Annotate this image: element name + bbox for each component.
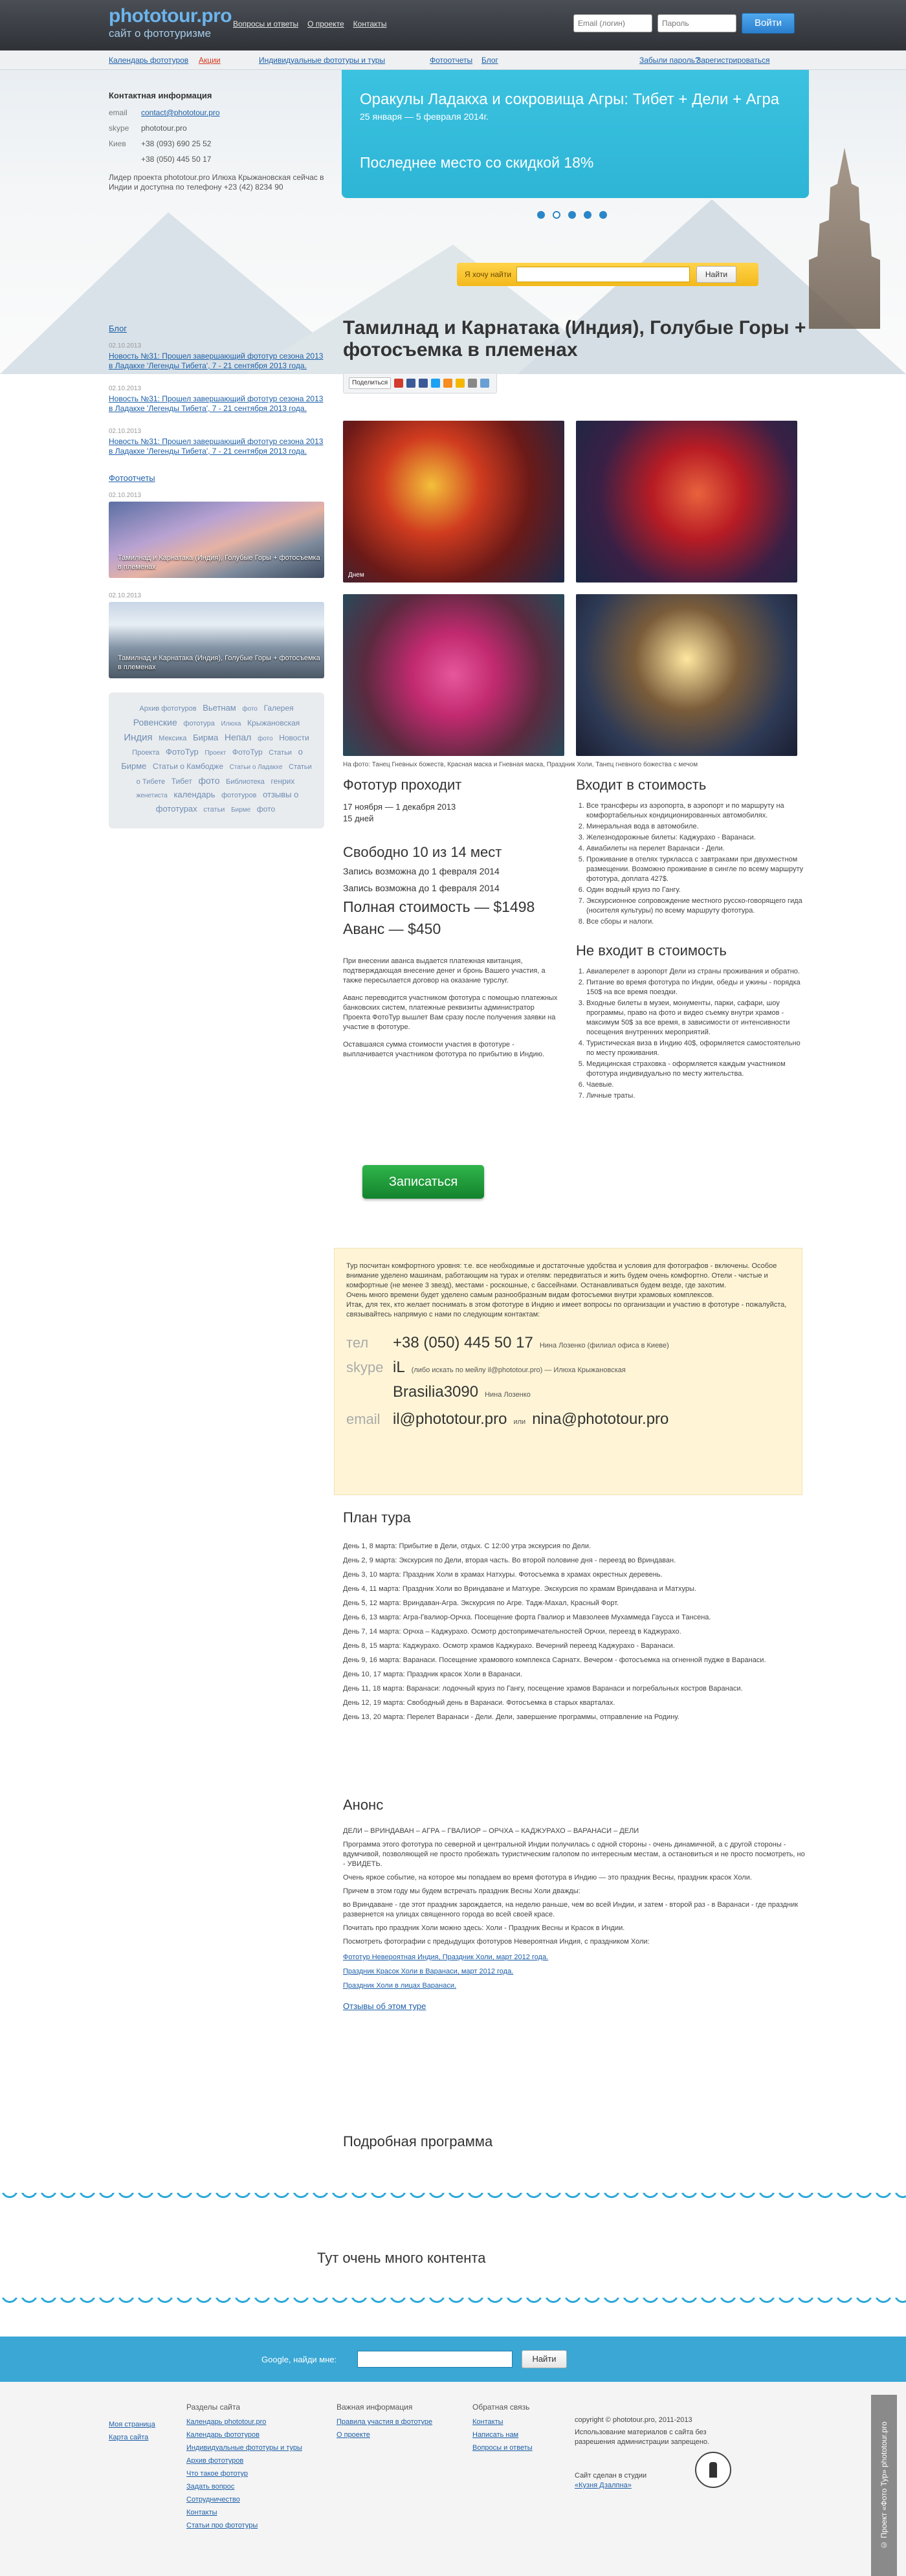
footer-search-label: Google, найди мне: (261, 2355, 337, 2364)
tour-duration: 15 дней (343, 814, 374, 823)
nav-contacts[interactable]: Контакты (353, 19, 387, 28)
report-caption: Тамилнад и Карнатака (Индия), Голубые Горы + фотосъемка в племенах (118, 654, 320, 671)
contact-phone-1: +38 (093) 690 25 52 (141, 139, 212, 148)
footer-search-input[interactable] (357, 2351, 513, 2368)
tour-title: Тамилнад и Карнатака (Индия), Голубые Горы + фотосъемка в племенах (343, 317, 806, 361)
tel-label: тел (346, 1335, 369, 1351)
excluded-item: 6. Чаевые. (586, 1080, 809, 1090)
skype-note: Нина Лозенко (485, 1391, 531, 1399)
payment-paragraph: Аванс переводится участником фототура с помощью платежных банковских систем, платежные реквизиты администратор Проекта ФотоТур вышлет Вам сразу после получения заявки на участие в фототуре. (343, 994, 558, 1031)
tag-link[interactable]: Тибет (171, 777, 192, 786)
tag-link[interactable]: ФотоТур (232, 748, 263, 757)
gallery-photo-sword-dance[interactable] (576, 594, 797, 756)
report-date: 02.10.2013 (109, 492, 142, 499)
twitter-icon[interactable] (431, 379, 440, 388)
leader-note: Лидер проекта phototour.pro Илюха Крыжановская сейчас в Индии и доступна по телефону +23 (42) 8234 90 (109, 173, 324, 192)
plan-day: День 8, 15 марта: Каджурахо. Осмотр храмов Каджурахо. Вечерний переезд Каджурахо - Варанаси. (343, 1642, 675, 1650)
footer-heading: Важная информация (337, 2403, 413, 2412)
footer-link[interactable]: Задать вопрос (186, 2483, 235, 2491)
skype-id: Brasilia3090 (393, 1383, 479, 1401)
email-label: email (346, 1411, 381, 1427)
footer-link[interactable]: Контакты (472, 2418, 503, 2426)
footer-heading: Обратная связь (472, 2403, 530, 2412)
search-input[interactable] (516, 267, 690, 282)
tag-link[interactable]: фото (256, 805, 276, 814)
tag-link[interactable]: Статьи о Тибете (136, 763, 312, 786)
plan-days (343, 1539, 809, 1724)
plan-day: День 3, 10 марта: Праздник Холи в храмах Натхуры. Фотосъемка в храмах окрестных деревень. (343, 1571, 663, 1579)
tag-link[interactable]: Архив фототуров (139, 705, 197, 713)
gallery-caption: На фото: Танец Гневных божеств, Красная маска и Гневная маска, Праздник Холи, Танец гневного божества с мечом (343, 761, 698, 768)
footer-col-sections (186, 2403, 302, 2535)
booking-deadline: Запись возможна до 1 февраля 2014 (343, 866, 500, 876)
gallery-photo-dance[interactable] (343, 421, 564, 583)
nav-about[interactable]: О проекте (307, 19, 344, 28)
report-caption: Тамилнад и Карнатака (Индия), Голубые Горы + фотосъемка в племенах (118, 554, 320, 571)
news-link[interactable]: Новость №31: Прошел завершающий фототур сезона 2013 в Ладакхе 'Легенды Тибета', 7 - 21 сентября 2013 года. (109, 394, 324, 413)
anons-paragraphs (343, 1840, 809, 1947)
tag-link[interactable]: фото (198, 775, 220, 786)
contact-heading: Контактная информация (109, 91, 212, 100)
news-link[interactable]: Новость №31: Прошел завершающий фототур сезона 2013 в Ладакхе 'Легенды Тибета', 7 - 21 сентября 2013 года. (109, 437, 324, 456)
excluded-list (576, 967, 809, 1101)
footer-col-info (337, 2403, 432, 2444)
contact-phone-2: +38 (050) 445 50 17 (141, 155, 212, 164)
tag-link[interactable]: статьи (203, 806, 225, 814)
slider-dot[interactable] (537, 211, 545, 219)
tag-link[interactable]: фото (257, 735, 273, 742)
plan-day: День 4, 11 марта: Праздник Холи во Вриндаване и Матхуре. Экскурсия по храмам Вриндавана и Матхуры. (343, 1585, 696, 1593)
tag-link[interactable]: Статьи о Камбодже (153, 762, 224, 771)
plan-day: День 9, 16 марта: Варанаси. Посещение храмового комплекса Сарнатх. Вечером - фотосъемка на огненной пудже в Варанаси. (343, 1656, 766, 1664)
skype-note: (либо искать по мейлу il@phototour.pro) — Илюха Крыжановская (411, 1366, 626, 1374)
livejournal-icon[interactable] (468, 379, 477, 388)
tag-cloud (109, 693, 324, 828)
plan-day: День 10, 17 марта: Праздник красок Холи в Варанаси. (343, 1671, 522, 1678)
site-search (457, 263, 758, 286)
included-list (576, 801, 809, 927)
footer-link[interactable]: Что такое фототур (186, 2470, 249, 2478)
news-date: 02.10.2013 (109, 342, 142, 350)
mail-icon[interactable] (480, 379, 489, 388)
facebook-icon[interactable] (419, 379, 428, 388)
tag-link[interactable]: Новости (279, 733, 309, 742)
email-field[interactable]: Email (логин) (573, 14, 652, 32)
excluded-item: 1. Авиаперелет в аэропорт Дели из страны проживания и обратно. (586, 967, 809, 977)
route-line: ДЕЛИ – ВРИНДАВАН – АГРА – ГВАЛИОР – ОРЧХА – КАДЖУРАХО – ВАРАНАСИ – ДЕЛИ (343, 1827, 639, 1835)
studio-credit (575, 2471, 646, 2491)
tag-link[interactable]: о Бирме (121, 747, 303, 771)
site-logo[interactable]: phototour.pro (109, 5, 232, 27)
tag-link[interactable]: отзывы о фототурах (155, 790, 299, 814)
tag-link[interactable]: Проекта (132, 749, 160, 757)
promo-dates: 25 января — 5 февраля 2014г. (360, 111, 489, 122)
nav-calendar[interactable]: Календарь фототуров (109, 56, 189, 65)
anons-link[interactable]: Праздник Красок Холи в Варанаси, март 2012 года. (343, 1968, 514, 1975)
included-item: 3. Железнодорожные билеты: Каджурахо - Варанаси. (586, 833, 809, 843)
footer-col-feedback (472, 2403, 533, 2457)
tel-number: +38 (050) 445 50 17 (393, 1334, 533, 1351)
photo-label: Днем (348, 572, 364, 579)
anons-paragraph: Программа этого фототура по северной и центральной Индии получилась с одной стороны - очень динамичной, а с другой стороны - вдумчивой, позволяющей не просто пробежать туристическим галопом по интересным местам, а остановиться и не просто посмотреть, но - УВИДЕТЬ. (343, 1841, 805, 1868)
slider-dot[interactable] (584, 211, 591, 219)
email-address: il@phototour.pro (393, 1410, 507, 1428)
included-item: 7. Экскурсионное сопровождение местного русско-говорящего гида (носителя культуры) по всему маршруту фототура. (586, 896, 809, 916)
advance-price: Аванс — $450 (343, 920, 441, 937)
footer-link[interactable]: Архив фототуров (186, 2457, 244, 2465)
tag-link[interactable]: Илюха (221, 720, 241, 727)
info-paragraph: Тур посчитан комфортного уровня: т.е. все необходимые и достаточные удобства и условия для фотографов - включены. Особое внимание уделено машинам, работающим на турах и отелям: передвигаться и жить будем очень комфортно. Отели - чистые и комфортные (не менее 3 звезд), местами - роскошные, с бассейнами. Останавливаться будем везде, где захотим. (346, 1262, 777, 1289)
info-paragraph: Итак, для тех, кто желает поснимать в этом фототуре в Индию и имеет вопросы по организации и участию в фототуре - пожалуйста, связывайтесь напрямую с нами по следующим контактам: (346, 1301, 787, 1318)
payment-paragraph: Оставшаяся сумма стоимости участия в фототуре - выплачивается участником фототура по прибытию в Индию. (343, 1041, 545, 1058)
promo-banner[interactable] (342, 70, 809, 198)
nav-individual-tours[interactable]: Индивидуальные фототуры и туры (259, 56, 386, 65)
footer-link[interactable]: Сотрудничество (186, 2496, 240, 2504)
excluded-item: 2. Питание во время фототура по Индии, обеды и ужины - порядка 150$ на все время поездки. (586, 978, 809, 997)
anons-paragraph: Причем в этом году мы будем встречать праздник Весны Холи дважды: (343, 1887, 580, 1895)
tour-dates-price (343, 777, 563, 1189)
plan-day: День 13, 20 марта: Перелет Варанаси - Дели. Дели, завершение программы, отправление на Родину. (343, 1713, 680, 1721)
site-tagline: сайт о фототуризме (109, 27, 212, 39)
footer-search (0, 2337, 906, 2382)
slider-dot-active[interactable] (553, 211, 560, 219)
full-price: Полная стоимость — $1498 (343, 898, 535, 915)
copyright-note: Использование материалов с сайта без разрешения администрации запрещено. (575, 2428, 710, 2446)
content-placeholder: Тут очень много контента (317, 2250, 486, 2266)
skype-id: iL (393, 1359, 405, 1376)
copyright (575, 2415, 743, 2447)
tag-link[interactable]: Библиотека (226, 778, 265, 786)
news-date: 02.10.2013 (109, 385, 142, 392)
anons-paragraph: Почитать про праздник Холи можно здесь: Холи - Праздник Весны и Красок в Индии. (343, 1924, 625, 1932)
news-item (109, 428, 329, 456)
footer-link[interactable]: Правила участия в фототуре (337, 2418, 433, 2426)
odnoklassniki-icon[interactable] (443, 379, 452, 388)
excluded-item: 3. Входные билеты в музеи, монументы, парки, сафари, шоу программы, право на фото и видео съемку внутри храмов - максимум 50$ за все время, в зависимости от интенсивности посещения внутренних мероприятий. (586, 999, 809, 1038)
vk-icon[interactable] (406, 379, 415, 388)
tag-link[interactable]: Вьетнам (203, 703, 236, 713)
news-date: 02.10.2013 (109, 428, 142, 435)
anons-link[interactable]: Фототур Невероятная Индия, Праздник Холи, март 2012 года. (343, 1953, 549, 1961)
slider-dots (537, 211, 607, 219)
footer-link[interactable]: Моя страница (109, 2421, 155, 2428)
booking-deadline: Запись возможна до 1 февраля 2014 (343, 883, 500, 893)
tag-link[interactable]: Индия (124, 732, 153, 743)
login-button[interactable]: Войти (742, 13, 795, 34)
studio-logo-icon (695, 2452, 731, 2488)
temple-illustration (809, 148, 880, 329)
gallery-photo-red-mask[interactable] (576, 421, 797, 583)
nav-reports[interactable]: Фотоотчеты (430, 56, 473, 65)
tel-note: Нина Лозенко (филиал офиса в Киеве) (539, 1342, 669, 1349)
promo-offer: Последнее место со скидкой 18% (360, 154, 594, 171)
footer-link[interactable]: Контакты (186, 2509, 217, 2516)
tag-link[interactable]: ФотоТур (166, 747, 199, 757)
footer-link[interactable]: Статьи про фототуры (186, 2522, 258, 2529)
footer-heading: Разделы сайта (186, 2403, 241, 2412)
studio-line: Сайт сделан в студии (575, 2472, 647, 2480)
anons-paragraph: Очень яркое событие, на которое мы попадаем во время фототура в Индию — это праздник Весны, праздник красок Холи. (343, 1874, 752, 1882)
tag-link[interactable]: календарь (173, 790, 215, 799)
footer-link[interactable]: Календарь фототуров (186, 2431, 260, 2439)
share-button[interactable]: Поделиться (349, 377, 391, 389)
promo-title: Оракулы Ладакха и сокровища Агры: Тибет + Дели + Агра (360, 91, 780, 108)
footer-search-button[interactable]: Найти (522, 2350, 567, 2368)
included-item: 1. Все трансферы из аэропорта, в аэропорт и по маршруту на комфортабельных кондиционированных автомобилях. (586, 801, 809, 821)
tag-link[interactable]: Бирма (193, 733, 219, 742)
tag-link[interactable]: Мексика (159, 735, 187, 742)
search-button[interactable]: Найти (696, 266, 736, 283)
contact-skype: phototour.pro (141, 124, 187, 133)
news-item (109, 342, 329, 371)
contact-info (109, 91, 342, 192)
plan-day: День 12, 19 марта: Свободный день в Варанаси. Фотосъемка в старых кварталах. (343, 1699, 615, 1707)
reports-heading[interactable]: Фотоотчеты (109, 473, 155, 483)
tour-header (343, 317, 809, 394)
excluded-item: 4. Туристическая виза в Индию 40$, оформляется самостоятельно по месту проживания. (586, 1039, 809, 1058)
gmail-icon[interactable] (394, 379, 403, 388)
plan-day: День 1, 8 марта: Прибытие в Дели, отдых. С 12:00 утра экскурсия по Дели. (343, 1542, 591, 1550)
plan-day: День 7, 14 марта: Орчха – Каджурахо. Осмотр достопримечательностей Орчхи, переезд в Каджурахо. (343, 1628, 681, 1636)
tag-link[interactable]: фототуров (221, 792, 257, 799)
tour-plan (343, 1509, 809, 1724)
studio-link[interactable]: «Кузня Дзалпна» (575, 2482, 632, 2489)
plan-day: День 6, 13 марта: Агра-Гвалиор-Орчха. Посещение форта Гвалиор и Мавзолеев Мухаммеда Гаусса и Тансена. (343, 1614, 711, 1621)
email-or: или (513, 1418, 526, 1426)
excluded-item: 5. Медицинская страховка - оформляется каждым участником фототура индивидуально по месту жительства. (586, 1060, 809, 1079)
reviews-link[interactable]: Отзывы об этом туре (343, 2001, 426, 2011)
nav-faq[interactable]: Вопросы и ответы (233, 19, 299, 28)
tour-announcement (343, 1797, 809, 2011)
forgot-password-link[interactable]: Забыли пароль? (639, 56, 700, 65)
payment-paragraph: При внесении аванса выдается платежная квитанция, подтверждающая внесение денег и бронь Вашего участия, а также пересылается договор на оказание турслуг. (343, 957, 546, 984)
included-item: 5. Проживание в отелях туркласса с завтраками при двухместном размещении. Возможно проживание в сингле по всему маршруту фототура, доплата 427$. (586, 855, 809, 884)
skype-label: skype (109, 124, 129, 133)
yandex-icon[interactable] (456, 379, 465, 388)
included-item: 2. Минеральная вода в автомобиле. (586, 822, 809, 832)
excluded-heading: Не входит в стоимость (576, 942, 727, 959)
report-card[interactable] (109, 502, 324, 578)
free-seats: Свободно 10 из 14 мест (343, 844, 502, 860)
footer-link[interactable]: Календарь phototour.pro (186, 2418, 267, 2426)
blog-heading[interactable]: Блог (109, 324, 127, 333)
included-heading: Входит в стоимость (576, 777, 707, 793)
tag-link[interactable]: фототура (183, 720, 215, 727)
search-label: Я хочу найти (465, 270, 512, 279)
password-field[interactable]: Пароль (657, 14, 736, 32)
top-nav (233, 19, 387, 28)
tour-inclusions (576, 777, 809, 1102)
passes-heading: Фототур проходит (343, 777, 462, 793)
info-paragraph: Очень много времени будет уделено самым разнообразным видам фотосъемки внутри храмовых комплексов. (346, 1291, 714, 1299)
vertical-watermark: © Проект «Фото Тур» phototour.pro (871, 2395, 897, 2576)
contact-info-box (334, 1248, 802, 1495)
contact-email-link[interactable]: contact@phototour.pro (141, 108, 220, 117)
footer-link[interactable]: О проекте (337, 2431, 370, 2439)
footer-col-personal (109, 2421, 155, 2447)
skype-label: skype (346, 1359, 384, 1375)
included-item: 8. Все сборы и налоги. (586, 917, 809, 927)
wave-divider (0, 2193, 906, 2204)
footer-link[interactable]: Написать нам (472, 2431, 519, 2439)
plan-day: День 2, 9 марта: Экскурсия по Дели, вторая часть. Во второй половине дня - переезд во Вриндаван. (343, 1557, 676, 1564)
wave-divider (0, 2298, 906, 2309)
register-link[interactable]: Зарегистрироваться (696, 56, 770, 65)
sidebar (109, 324, 329, 828)
tag-link[interactable]: Проект (204, 749, 226, 757)
footer-link[interactable]: Карта сайта (109, 2434, 149, 2441)
tag-link[interactable]: Крыжановская (247, 718, 300, 727)
copyright-line: copyright © phototour.pro, 2011-2013 (575, 2416, 692, 2424)
top-bar (0, 0, 906, 50)
share-bar (343, 373, 497, 394)
report-card[interactable] (109, 602, 324, 678)
slider-dot[interactable] (599, 211, 607, 219)
footer (0, 2382, 906, 2576)
secondary-nav (0, 50, 906, 70)
nav-blog[interactable]: Блог (481, 56, 498, 65)
news-item (109, 385, 329, 414)
nav-sales[interactable]: Акции (199, 56, 221, 65)
tag-link[interactable]: фото (242, 705, 258, 713)
anons-paragraph: во Вриндаване - где этот праздник зарождается, на неделю раньше, чем во всей Индии, и затем - второй раз - в Варанаси - где праздник развернется на улицах священного города во всей своей красе. (343, 1901, 799, 1918)
included-item: 6. Один водный круиз по Гангу. (586, 885, 809, 895)
tour-dates: 17 ноября — 1 декабря 2013 (343, 802, 456, 812)
tag-link[interactable]: женетиста (136, 792, 168, 799)
detailed-program-heading: Подробная программа (343, 2133, 493, 2149)
signup-button[interactable]: Записаться (362, 1165, 484, 1199)
tag-link[interactable]: Статьи (269, 749, 292, 757)
anons-heading: Анонс (343, 1797, 384, 1813)
report-date: 02.10.2013 (109, 592, 142, 599)
city-label: Киев (109, 139, 126, 148)
tag-link[interactable]: Статьи о Ладакхе (229, 764, 283, 771)
included-item: 4. Авиабилеты на перелет Варанаси - Дели. (586, 844, 809, 854)
news-link[interactable]: Новость №31: Прошел завершающий фототур сезона 2013 в Ладакхе 'Легенды Тибета', 7 - 21 сентября 2013 года. (109, 351, 324, 370)
plan-day: День 5, 12 марта: Вриндаван-Агра. Экскурсия по Агре. Тадж-Махал, Красный Форт. (343, 1599, 619, 1607)
excluded-item: 7. Личные траты. (586, 1091, 809, 1101)
anons-paragraph: Посмотреть фотографии с предыдущих фототуров Невероятная Индия, с праздником Холи: (343, 1938, 650, 1946)
email-address: nina@phototour.pro (532, 1410, 669, 1428)
footer-link[interactable]: Индивидуальные фототуры и туры (186, 2444, 302, 2452)
tag-link[interactable]: Непал (224, 732, 252, 742)
plan-heading: План тура (343, 1509, 411, 1526)
email-label: email (109, 108, 127, 117)
footer-link[interactable]: Вопросы и ответы (472, 2444, 533, 2452)
gallery-photo-holi[interactable] (343, 594, 564, 756)
plan-day: День 11, 18 марта: Варанаси: лодочный круиз по Гангу, посещение храмов Варанаси и погребальных костров Варанаси. (343, 1685, 743, 1693)
tag-link[interactable]: Ровенские (133, 717, 177, 727)
slider-dot[interactable] (568, 211, 576, 219)
tag-link[interactable]: Галерея (263, 704, 294, 713)
tag-link[interactable]: Бирме (231, 806, 251, 814)
anons-link[interactable]: Праздник Холи в лицах Варанаси. (343, 1982, 457, 1990)
tag-link[interactable]: генрих (271, 777, 295, 786)
